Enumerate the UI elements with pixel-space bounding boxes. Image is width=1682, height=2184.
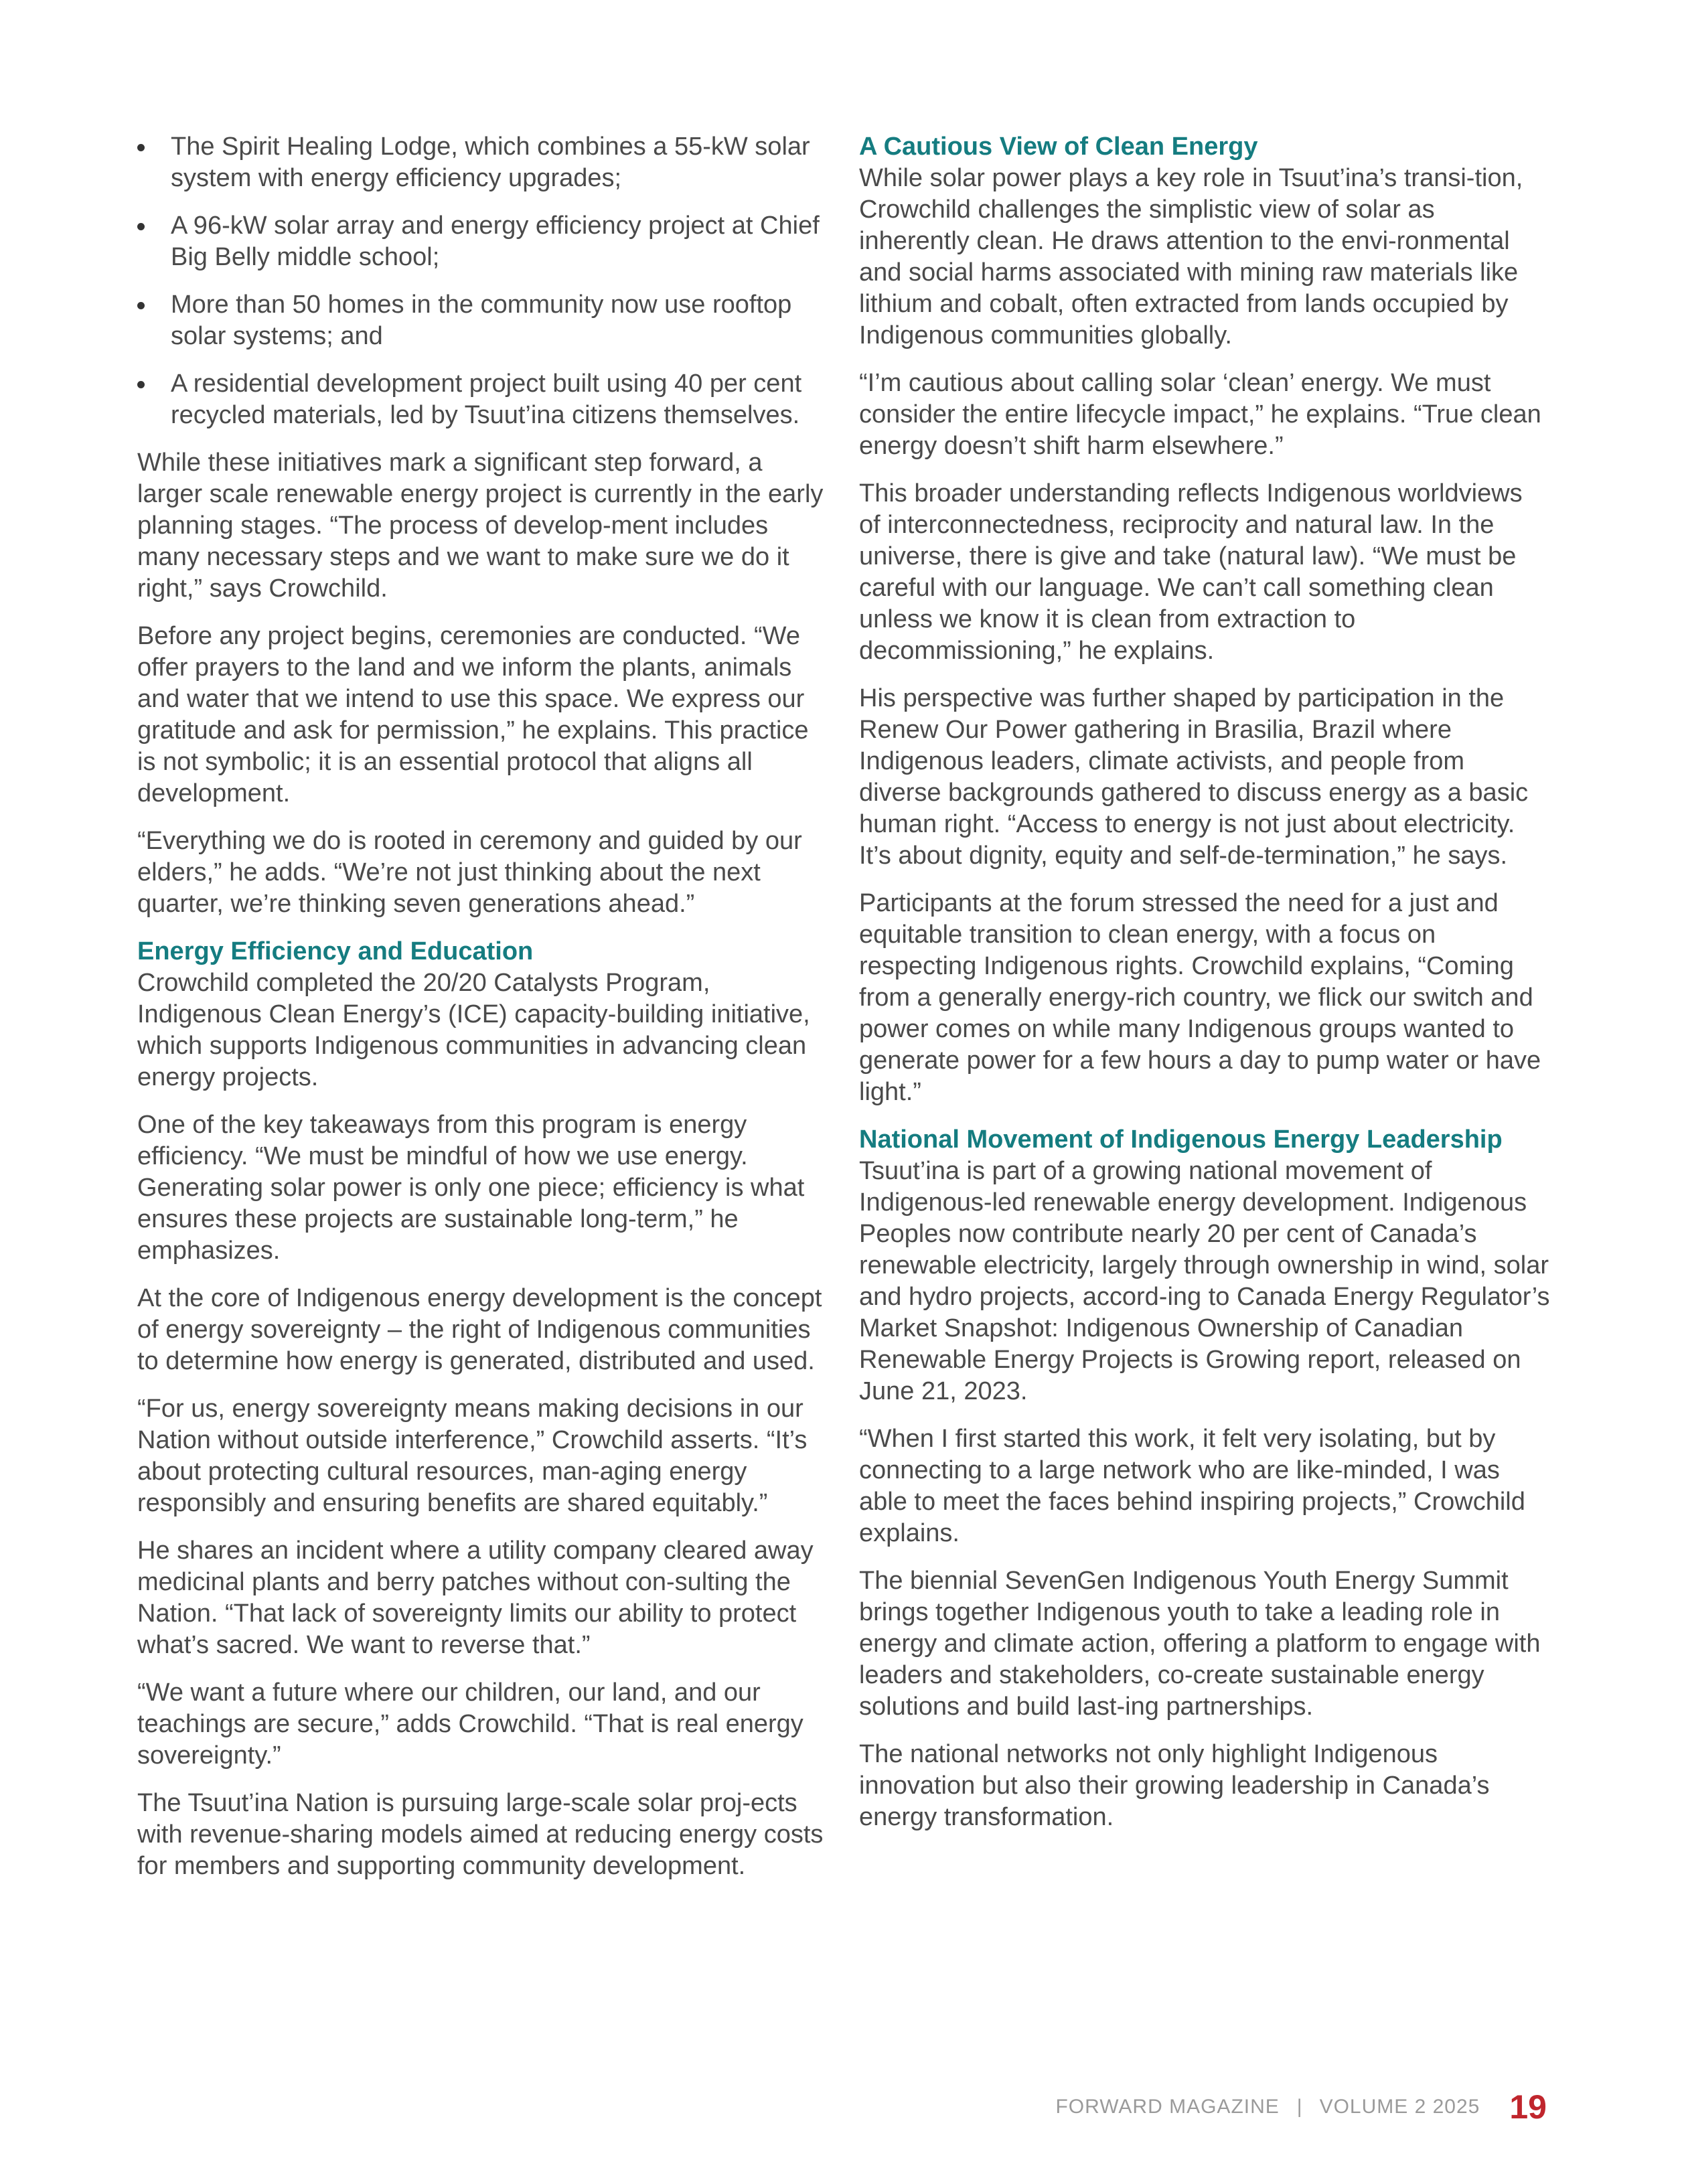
body-paragraph: “When I first started this work, it felt very isolating, but by connecting to a large network who are like-minded, I was able to meet the faces behind inspiring projects,” Crowchild explains. — [859, 1425, 1525, 1547]
section-heading-national-movement: National Movement of Indigenous Energy Leadership — [859, 1125, 1503, 1154]
right-column — [859, 131, 1550, 1849]
volume-label: VOLUME 2 2025 — [1319, 2096, 1480, 2118]
body-paragraph: The Tsuut’ina Nation is pursuing large-scale solar proj-ects with revenue-sharing models aimed at reducing energy costs for members and supporting community development. — [137, 1789, 824, 1880]
body-paragraph: “For us, energy sovereignty means making decisions in our Nation without outside interference,” Crowchild asserts. “It’s about protecting cultural resources, man-aging energy responsibly and ensuring benefits are shared equitably.” — [137, 1395, 808, 1517]
page-footer — [991, 2088, 1547, 2126]
list-item — [137, 289, 824, 352]
section-heading-energy-efficiency: Energy Efficiency and Education — [137, 937, 534, 965]
body-paragraph: While solar power plays a key role in Tsuut’ina’s transi-tion, Crowchild challenges the simplistic view of solar as inherently clean. He draws attention to the envi-ronmental and social harms associated with mining raw materials like lithium and cobalt, often extracted from lands occupied by Indigenous communities globally. — [859, 164, 1523, 349]
body-paragraph: Participants at the forum stressed the need for a just and equitable transition to clean energy, with a focus on respecting Indigenous rights. Crowchild explains, “Coming from a generally energy-rich country, we flick our switch and power comes on while many Indigenous groups wanted to generate power for a few hours a day to pump water or have light.” — [859, 889, 1541, 1106]
footer-separator: | — [1296, 2096, 1302, 2118]
body-paragraph: The national networks not only highlight Indigenous innovation but also their growing leadership in Canada’s energy transformation. — [859, 1740, 1490, 1831]
body-paragraph: Crowchild completed the 20/20 Catalysts Program, Indigenous Clean Energy’s (ICE) capacity-building initiative, which supports Indigenous communities in advancing clean energy projects. — [137, 969, 810, 1091]
bullet-icon — [137, 381, 145, 388]
list-item — [137, 131, 824, 194]
body-paragraph: Before any project begins, ceremonies are conducted. “We offer prayers to the land and we inform the plants, animals and water that we intend to use this space. We express our gratitude and ask for permission,” he explains. This practice is not symbolic; it is an essential protocol that aligns all development. — [137, 622, 809, 807]
bullet-list — [137, 131, 824, 431]
body-paragraph: Tsuut’ina is part of a growing national movement of Indigenous-led renewable energy development. Indigenous Peoples now contribute nearly 20 per cent of Canada’s renewable electricity, largely through ownership in wind, solar and hydro projects, accord-ing to Canada Energy Regulator’s Market Snapshot: Indigenous Ownership of Canadian Renewable Energy Projects is Growing report, released on June 21, 2023. — [859, 1157, 1550, 1405]
section-heading-cautious-view: A Cautious View of Clean Energy — [859, 133, 1258, 161]
list-item-text: The Spirit Healing Lodge, which combines a 55-kW solar system with energy efficiency upgrades; — [171, 133, 810, 192]
bullet-icon — [137, 144, 145, 151]
body-paragraph: “I’m cautious about calling solar ‘clean’ energy. We must consider the entire lifecycle impact,” he explains. “True clean energy doesn’t shift harm elsewhere.” — [859, 369, 1541, 460]
body-paragraph: “We want a future where our children, our land, and our teachings are secure,” adds Crowchild. “That is real energy sovereignty.” — [137, 1679, 804, 1770]
body-paragraph: This broader understanding reflects Indigenous worldviews of interconnectedness, reciprocity and natural law. In the universe, there is give and take (natural law). “We must be careful with our language. We can’t call something clean unless we know it is clean from extraction to decommissioning,” he explains. — [859, 479, 1523, 665]
body-paragraph: One of the key takeaways from this program is energy efficiency. “We must be mindful of how we use energy. Generating solar power is only one piece; efficiency is what ensures these projects are sustainable long-term,” he emphasizes. — [137, 1111, 805, 1265]
body-paragraph: At the core of Indigenous energy development is the concept of energy sovereignty – the right of Indigenous communities to determine how energy is generated, distributed and used. — [137, 1284, 822, 1375]
magazine-name: FORWARD MAGAZINE — [1055, 2096, 1280, 2118]
bullet-icon — [137, 223, 145, 230]
list-item — [137, 210, 824, 273]
body-paragraph: His perspective was further shaped by participation in the Renew Our Power gathering in Brasilia, Brazil where Indigenous leaders, climate activists, and people from diverse backgrounds gathered to discuss energy as a basic human right. “Access to energy is not just about electricity. It’s about dignity, equity and self-de-termination,” he says. — [859, 684, 1529, 870]
list-item-text: A residential development project built using 40 per cent recycled materials, led by Tsuut’ina citizens themselves. — [171, 370, 802, 429]
body-paragraph: “Everything we do is rooted in ceremony and guided by our elders,” he adds. “We’re not just thinking about the next quarter, we’re thinking seven generations ahead.” — [137, 827, 802, 918]
list-item — [137, 368, 824, 431]
bullet-icon — [137, 302, 145, 309]
list-item-text: A 96-kW solar array and energy efficiency project at Chief Big Belly middle school; — [171, 212, 820, 271]
left-column — [137, 131, 824, 1898]
list-item-text: More than 50 homes in the community now use rooftop solar systems; and — [171, 291, 792, 350]
body-paragraph: While these initiatives mark a significant step forward, a larger scale renewable energy project is currently in the early planning stages. “The process of develop-ment includes many necessary steps and we want to make sure we do it right,” says Crowchild. — [137, 449, 824, 603]
body-paragraph: The biennial SevenGen Indigenous Youth Energy Summit brings together Indigenous youth to take a leading role in energy and climate action, offering a platform to engage with leaders and stakeholders, co-create sustainable energy solutions and build last-ing partnerships. — [859, 1567, 1541, 1721]
body-paragraph: He shares an incident where a utility company cleared away medicinal plants and berry patches without con-sulting the Nation. “That lack of sovereignty limits our ability to protect what’s sacred. We want to reverse that.” — [137, 1537, 814, 1659]
page-number: 19 — [1509, 2088, 1547, 2126]
